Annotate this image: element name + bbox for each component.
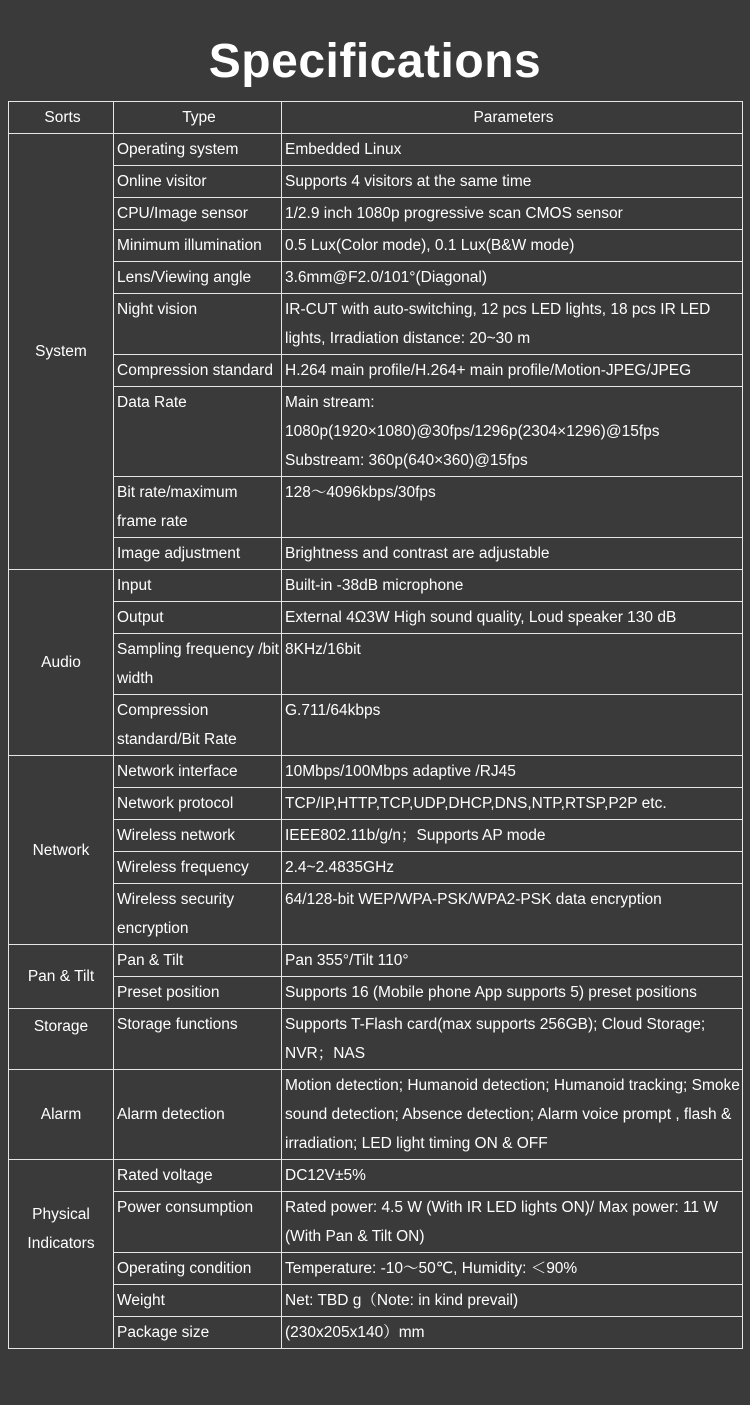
type-cell: Night vision — [114, 294, 282, 355]
param-cell: TCP/IP,HTTP,TCP,UDP,DHCP,DNS,NTP,RTSP,P2P etc. — [282, 788, 743, 820]
table-row — [9, 1317, 743, 1349]
param-cell: External 4Ω3W High sound quality, Loud speaker 130 dB — [282, 602, 743, 634]
param-cell: Supports T-Flash card(max supports 256GB); Cloud Storage; NVR；NAS — [282, 1009, 743, 1070]
table-row — [9, 977, 743, 1009]
table-row — [9, 634, 743, 695]
type-cell: Preset position — [114, 977, 282, 1009]
header-sorts: Sorts — [9, 102, 114, 134]
type-cell: Lens/Viewing angle — [114, 262, 282, 294]
data-rate-main: Main stream: 1080p(1920×1080)@30fps/1296p(2304×1296)@15fps — [285, 394, 660, 440]
table-row — [9, 477, 743, 538]
type-cell: Storage functions — [114, 1009, 282, 1070]
table-row — [9, 230, 743, 262]
table-row — [9, 820, 743, 852]
param-cell: Temperature: -10～50℃, Humidity: ＜90% — [282, 1253, 743, 1285]
table-row — [9, 1253, 743, 1285]
sort-network: Network — [9, 756, 114, 945]
page-title: Specifications — [208, 35, 542, 88]
param-cell: G.711/64kbps — [282, 695, 743, 756]
table-row — [9, 294, 743, 355]
table-row — [9, 884, 743, 945]
table-row — [9, 1285, 743, 1317]
param-cell: Built-in -38dB microphone — [282, 570, 743, 602]
type-cell: Data Rate — [114, 387, 282, 477]
type-cell: Compression standard — [114, 355, 282, 387]
type-cell: Compression standard/Bit Rate — [114, 695, 282, 756]
table-row — [9, 262, 743, 294]
type-cell: Online visitor — [114, 166, 282, 198]
type-cell: Input — [114, 570, 282, 602]
param-cell: Motion detection; Humanoid detection; Humanoid tracking; Smoke sound detection; Absence detection; Alarm voice prompt , flash & irradiation; LED light timing ON & OFF — [282, 1070, 743, 1160]
type-cell: Rated voltage — [114, 1160, 282, 1192]
param-cell: 2.4~2.4835GHz — [282, 852, 743, 884]
sort-system: System — [9, 134, 114, 570]
sort-pan-tilt: Pan & Tilt — [9, 945, 114, 1009]
param-cell: Supports 4 visitors at the same time — [282, 166, 743, 198]
type-cell: Output — [114, 602, 282, 634]
param-cell: 8KHz/16bit — [282, 634, 743, 695]
param-cell: H.264 main profile/H.264+ main profile/Motion-JPEG/JPEG — [282, 355, 743, 387]
table-row — [9, 387, 743, 477]
type-cell: Sampling frequency /bit width — [114, 634, 282, 695]
type-cell: Operating condition — [114, 1253, 282, 1285]
sort-audio: Audio — [9, 570, 114, 756]
table-row — [9, 166, 743, 198]
type-cell: Wireless frequency — [114, 852, 282, 884]
header-type: Type — [114, 102, 282, 134]
header-parameters: Parameters — [282, 102, 743, 134]
type-cell: Image adjustment — [114, 538, 282, 570]
param-cell: Supports 16 (Mobile phone App supports 5) preset positions — [282, 977, 743, 1009]
table-row — [9, 945, 743, 977]
table-row — [9, 756, 743, 788]
table-row — [9, 538, 743, 570]
sort-storage: Storage — [9, 1009, 114, 1070]
type-cell: Wireless security encryption — [114, 884, 282, 945]
table-row — [9, 695, 743, 756]
param-cell — [282, 387, 743, 477]
table-row — [9, 852, 743, 884]
table-header-row — [9, 102, 743, 134]
table-row — [9, 1160, 743, 1192]
type-cell: Power consumption — [114, 1192, 282, 1253]
param-cell: IEEE802.11b/g/n；Supports AP mode — [282, 820, 743, 852]
param-cell: 64/128-bit WEP/WPA-PSK/WPA2-PSK data encryption — [282, 884, 743, 945]
data-rate-sub: Substream: 360p(640×360)@15fps — [285, 452, 528, 469]
type-cell: Package size — [114, 1317, 282, 1349]
param-cell: (230x205x140）mm — [282, 1317, 743, 1349]
table-row — [9, 570, 743, 602]
param-cell: Embedded Linux — [282, 134, 743, 166]
type-cell: Minimum illumination — [114, 230, 282, 262]
type-cell: Pan & Tilt — [114, 945, 282, 977]
param-cell: Net: TBD g（Note: in kind prevail) — [282, 1285, 743, 1317]
type-cell: CPU/Image sensor — [114, 198, 282, 230]
param-cell: IR-CUT with auto-switching, 12 pcs LED lights, 18 pcs IR LED lights, Irradiation distance: 20~30 m — [282, 294, 743, 355]
table-row — [9, 788, 743, 820]
type-cell: Network interface — [114, 756, 282, 788]
type-cell: Bit rate/maximum frame rate — [114, 477, 282, 538]
table-row — [9, 602, 743, 634]
type-cell: Weight — [114, 1285, 282, 1317]
param-cell: Rated power: 4.5 W (With IR LED lights ON)/ Max power: 11 W (With Pan & Tilt ON) — [282, 1192, 743, 1253]
table-row — [9, 355, 743, 387]
table-row — [9, 1070, 743, 1160]
param-cell: 10Mbps/100Mbps adaptive /RJ45 — [282, 756, 743, 788]
table-row — [9, 1009, 743, 1070]
param-cell: Brightness and contrast are adjustable — [282, 538, 743, 570]
param-cell: Pan 355°/Tilt 110° — [282, 945, 743, 977]
table-row — [9, 134, 743, 166]
table-row — [9, 198, 743, 230]
param-cell: 1/2.9 inch 1080p progressive scan CMOS sensor — [282, 198, 743, 230]
sort-alarm: Alarm — [9, 1070, 114, 1160]
type-cell: Alarm detection — [114, 1070, 282, 1160]
param-cell: 3.6mm@F2.0/101°(Diagonal) — [282, 262, 743, 294]
specifications-table — [8, 101, 743, 1349]
type-cell: Wireless network — [114, 820, 282, 852]
param-cell: 0.5 Lux(Color mode), 0.1 Lux(B&W mode) — [282, 230, 743, 262]
param-cell: DC12V±5% — [282, 1160, 743, 1192]
sort-physical-indicators: Physical Indicators — [9, 1160, 114, 1349]
param-cell: 128～4096kbps/30fps — [282, 477, 743, 538]
type-cell: Network protocol — [114, 788, 282, 820]
table-row — [9, 1192, 743, 1253]
type-cell: Operating system — [114, 134, 282, 166]
